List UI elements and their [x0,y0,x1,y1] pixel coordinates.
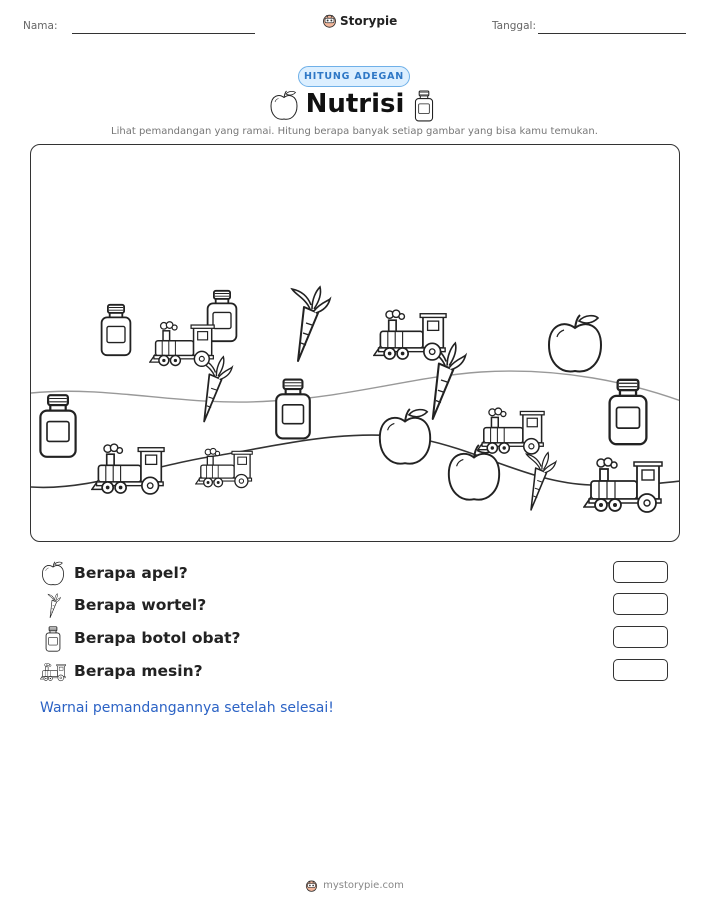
apple-1 [549,315,601,371]
counting-scene[interactable] [30,144,680,542]
question-text: Berapa wortel? [74,596,207,614]
question-engines [40,659,670,685]
answer-box-apples[interactable] [613,561,668,583]
carrot-1 [292,287,330,361]
medicine-bottle-icon [40,626,66,652]
mascot-icon [305,879,318,892]
question-text: Berapa apel? [74,564,188,582]
question-text: Berapa mesin? [74,662,203,680]
bottle-1 [102,305,131,355]
question-bottles [40,626,670,652]
train-6 [584,458,662,512]
apple-icon [40,561,66,587]
page-title: Nutrisi [305,89,405,119]
train-5 [478,408,544,454]
title-apple-icon [269,90,299,122]
name-label: Nama: [23,20,58,32]
instructions: Lihat pemandangan yang ramai. Hitung berapa banyak setiap gambar yang bisa kamu temukan. [111,126,598,137]
apple-2 [380,409,430,464]
brand-logo [322,13,397,28]
bottle-4 [40,395,75,457]
answer-box-carrots[interactable] [613,593,668,615]
train-3 [92,444,164,494]
date-label: Tanggal: [492,20,536,32]
date-field[interactable] [538,33,686,34]
hill-line-back [31,371,680,402]
carrot-4 [526,453,555,510]
bottle-5 [610,380,647,444]
question-carrots [40,593,670,619]
carrot-icon [40,593,66,619]
answer-box-bottles[interactable] [613,626,668,648]
name-field[interactable] [72,33,255,34]
train-engine-icon [40,659,66,685]
coloring-note: Warnai pemandangannya setelah selesai! [40,700,334,716]
answer-box-engines[interactable] [613,659,668,681]
question-apples [40,561,670,587]
question-text: Berapa botol obat? [74,629,241,647]
train-2 [374,310,446,360]
bottle-3 [276,380,310,439]
train-1 [150,322,214,367]
activity-badge: HITUNG ADEGAN [298,66,410,87]
mascot-icon [322,13,337,28]
title-bottle-icon [413,90,435,122]
footer [0,879,709,892]
brand-name: Storypie [340,13,398,28]
footer-url[interactable]: mystorypie.com [323,880,404,891]
